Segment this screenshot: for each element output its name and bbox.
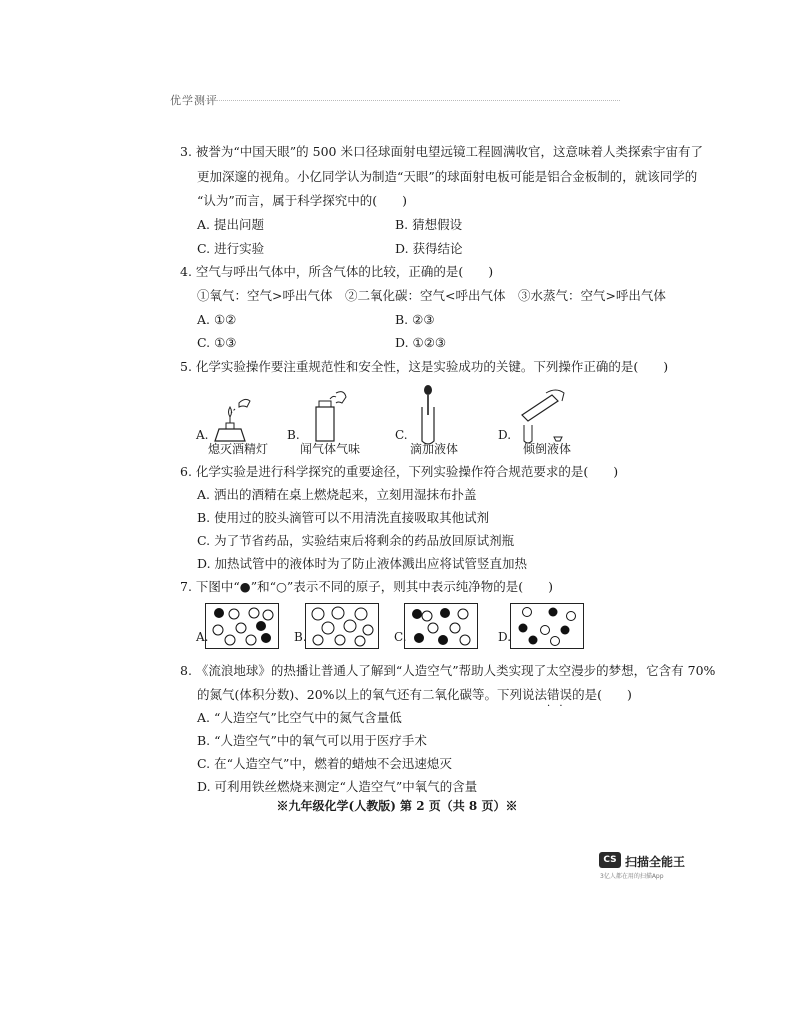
q3-option-d: D. 获得结论 xyxy=(395,241,463,256)
scanner-logo-icon: CS xyxy=(599,852,621,868)
q3-option-b: B. 猜想假设 xyxy=(395,217,463,232)
scanner-tagline: 3亿人都在用的扫描App xyxy=(600,873,664,880)
q7-box-a xyxy=(205,603,279,649)
q7-option-b-letter: B. xyxy=(294,630,307,644)
q5-option-b-label: 闻气体气味 xyxy=(300,442,361,456)
q3-line2: 更加深邃的视角。小亿同学认为制造“天眼”的球面射电板可能是铝合金板制的，就该同学的 xyxy=(197,169,698,184)
q8-option-a: A. “人造空气”比空气中的氮气含量低 xyxy=(197,710,402,725)
q8-line2 xyxy=(197,686,632,704)
q5-option-d-label: 倾倒液体 xyxy=(523,442,572,456)
q5-option-a-letter: A. xyxy=(196,428,209,442)
q4-line2: ①氧气：空气>呼出气体 ②二氧化碳：空气<呼出气体 ③水蒸气：空气>呼出气体 xyxy=(197,288,666,303)
q4-option-d: D. ①②③ xyxy=(395,335,447,350)
q8-line2-end: 的是( ) xyxy=(572,687,632,702)
q7-line1: 7. 下图中“●”和“○”表示不同的原子，则其中表示纯净物的是( ) xyxy=(180,579,554,594)
q3-option-a: A. 提出问题 xyxy=(197,217,264,232)
q5-line1: 5. 化学实验操作要注重规范性和安全性，这是实验成功的关键。下列操作正确的是( ) xyxy=(180,359,669,374)
q5-option-d-letter: D. xyxy=(498,428,512,442)
q6-line1: 6. 化学实验是进行科学探究的重要途径，下列实验操作符合规范要求的是( ) xyxy=(180,464,619,479)
q8-option-d: D. 可利用铁丝燃烧来测定“人造空气”中氧气的含量 xyxy=(197,779,478,794)
q7-box-b xyxy=(305,603,379,649)
q6-option-a: A. 洒出的酒精在桌上燃烧起来，立刻用湿抹布扑盖 xyxy=(197,487,477,502)
q4-option-b: B. ②③ xyxy=(395,312,435,327)
q3-line3: “认为”而言，属于科学探究中的( ) xyxy=(197,193,408,208)
q7-box-c xyxy=(404,603,478,649)
q5-option-c-letter: C. xyxy=(395,428,408,442)
q7-option-c-letter: C. xyxy=(394,630,407,644)
q6-option-b: B. 使用过的胶头滴管可以不用清洗直接吸取其他试剂 xyxy=(197,510,490,525)
q7-option-d-letter: D. xyxy=(498,630,512,644)
q8-option-b: B. “人造空气”中的氧气可以用于医疗手术 xyxy=(197,733,427,748)
q6-option-c: C. 为了节省药品，实验结束后将剩余的药品放回原试剂瓶 xyxy=(197,533,515,548)
q8-line2-start: 的氮气(体积分数)、20%以上的氧气还有二氧化碳等。下列说法 xyxy=(197,687,548,702)
q7-option-a-letter: A. xyxy=(196,630,209,644)
q3-option-c: C. 进行实验 xyxy=(197,241,265,256)
scanner-app-name: 扫描全能王 xyxy=(625,855,686,869)
q4-option-c: C. ①③ xyxy=(197,335,237,350)
q5-option-c-label: 滴加液体 xyxy=(410,442,459,456)
q6-option-d: D. 加热试管中的液体时为了防止液体溅出应将试管竖直加热 xyxy=(197,556,528,571)
q4-option-a: A. ①② xyxy=(197,312,237,327)
page-footer: ※九年级化学(人教版) 第 2 页（共 8 页）※ xyxy=(276,799,518,813)
q7-box-d xyxy=(510,603,584,649)
header-rule xyxy=(200,100,620,101)
q5-option-b-letter: B. xyxy=(287,428,300,442)
q5-option-a-label: 熄灭酒精灯 xyxy=(208,442,269,456)
q3-line1: 3. 被誉为“中国天眼”的 500 米口径球面射电望远镜工程圆满收官，这意味着人类探索宇宙有了 xyxy=(180,144,703,159)
q8-line1: 8. 《流浪地球》的热播让普通人了解到“人造空气”帮助人类实现了太空漫步的梦想，它含有 70% xyxy=(180,663,716,678)
q8-emphasis-word: 错误 · · xyxy=(547,687,572,702)
header-mark: 优学测评 xyxy=(158,94,218,107)
q4-line1: 4. 空气与呼出气体中，所含气体的比较，正确的是( ) xyxy=(180,264,494,279)
q8-option-c: C. 在“人造空气”中，燃着的蜡烛不会迅速熄灭 xyxy=(197,756,452,771)
